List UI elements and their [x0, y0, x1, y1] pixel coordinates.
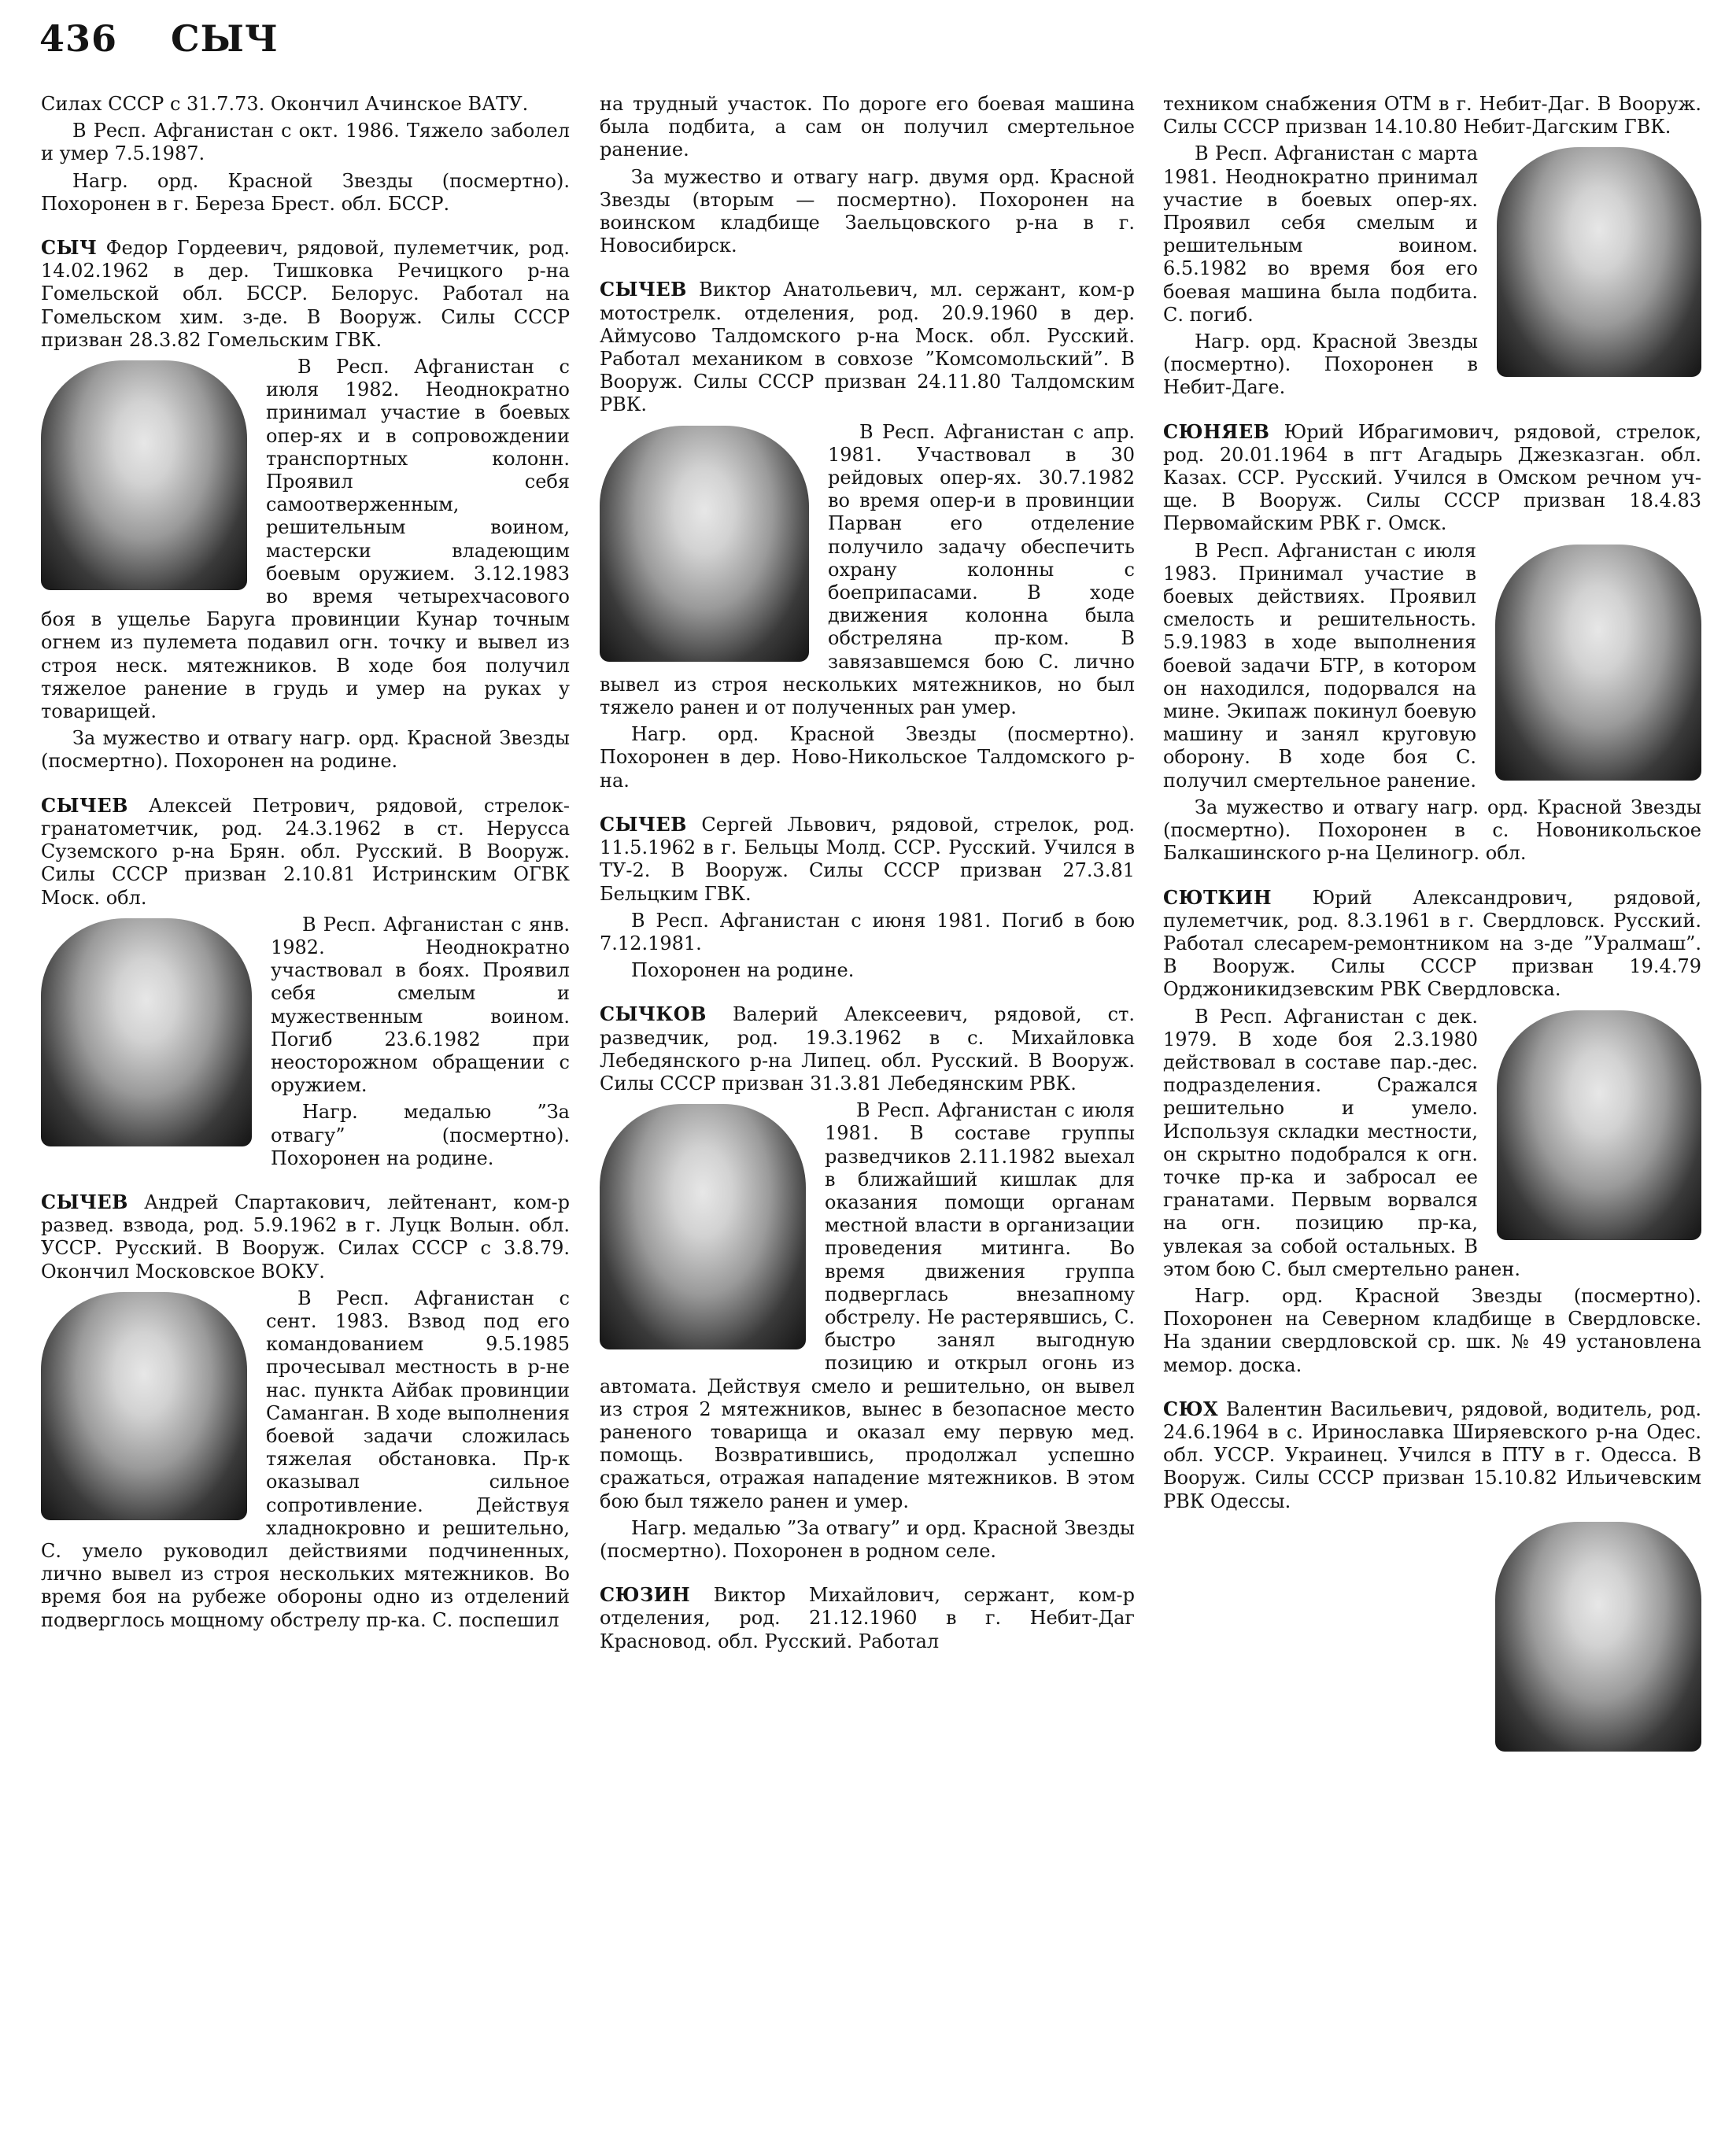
- continued-paragraph: на трудный участок. По дороге его боевая машина была подбита, а сам он получил смертельное ранение.: [600, 93, 1135, 161]
- entry-paragraph: За мужество и отвагу нагр. орд. Красной Звезды (посмертно). Похоронен на родине.: [41, 727, 570, 773]
- entry-surname: СЫЧЕВ: [41, 1190, 128, 1213]
- entry-lead-text: Валерий Алексеевич, рядовой, ст. разведчик, род. 19.3.1962 в с. Михайловка Лебедянского р-на Липец. обл. Русский. В Вооруж. Силы СССР призван 31.3.81 Лебедянским РВК.: [600, 1003, 1135, 1095]
- continued-paragraph: Нагр. орд. Красной Звезды (посмертно). Похоронен в Небит-Даге.: [1163, 330, 1478, 399]
- entry-paragraph: За мужество и отвагу нагр. орд. Красной Звезды (посмертно). Похоронен в с. Новоникольское Балкашинского р-на Целиногр. обл.: [1163, 796, 1701, 865]
- column-1: [41, 93, 570, 1636]
- continued-paragraph: За мужество и отвагу нагр. двумя орд. Красной Звезды (вторым — посмертно). Похоронен на воинском кладбище Заельцовского р-на в г. Новосибирск.: [600, 165, 1135, 257]
- column-2: [600, 93, 1135, 1657]
- entry-paragraph: Нагр. орд. Красной Звезды (посмертно). Похоронен на Северном кладбище в Свердловске. На здании свердловской ср. шк. № 49 установлена мемор. доска.: [1163, 1284, 1701, 1376]
- entry-paragraph: В Респ. Афганистан с июля 1982. Неоднократно принимал участие в боевых опер-ях и в сопровождении транспортных колонн. Проявил себя самоотверженным, решительным воином, мастерски владеющим боевым оружием. 3.12.1983 во время четырехчасового боя в ущелье Баруга провинции Кунар точным огнем из пулемета подавил огн. точку и вывел из строя неск. мятежников. В ходе боя получил тяжелое ранение в грудь и умер на руках у товарищей.: [41, 356, 570, 723]
- portrait-photo: [41, 918, 252, 1146]
- entry-paragraph: Нагр. орд. Красной Звезды (посмертно). Похоронен в дер. Ново-Никольское Талдомского р-на.: [600, 723, 1135, 792]
- portrait-photo: [1497, 1010, 1701, 1240]
- continued-paragraph: В Респ. Афганистан с марта 1981. Неоднократно принимал участие в боевых опер-ях. Проявил себя смелым и решительным воином. 6.5.1982 во время боя его боевая машина была подбита. С. погиб.: [1163, 142, 1478, 326]
- portrait-photo: [41, 360, 247, 590]
- continued-paragraph: Нагр. орд. Красной Звезды (посмертно). Похоронен в г. Береза Брест. обл. БССР.: [41, 169, 570, 215]
- continued-paragraph: Силах СССР с 31.7.73. Окончил Ачинское ВАТУ.: [41, 93, 529, 115]
- portrait-photo: [1495, 1522, 1701, 1752]
- entry-lead-text: Сергей Львович, рядовой, стрелок, род. 11.5.1962 в г. Бельцы Молд. ССР. Русский. Учился в ТУ-2. В Вооруж. Силы СССР призван 27.3.81 Бельцким ГВК.: [600, 813, 1135, 905]
- entry-surname: СЫЧ: [41, 236, 98, 260]
- entry-paragraph: Похоронен на родине.: [631, 959, 855, 982]
- page-number: 436: [39, 17, 118, 60]
- portrait-photo: [1497, 147, 1701, 377]
- entry-lead-text: Юрий Ибрагимович, рядовой, стрелок, род. 20.01.1964 в пгт Агадырь Джезказган. обл. Казах. ССР. Русский. Учился в Омском речном уч-ще. В Вооруж. Силы СССР призван 18.4.83 Первомайским РВК г. Омск.: [1163, 420, 1701, 535]
- entry-sychev-andrei: [41, 1191, 570, 1632]
- entry-lead-text: Виктор Михайлович, сержант, ком-р отделения, род. 21.12.1960 в г. Небит-Даг Красновод. обл. Русский. Работал: [600, 1584, 1135, 1652]
- entry-paragraph: В Респ. Афганистан с сент. 1983. Взвод под его командованием 9.5.1985 прочесывал местность в р-не нас. пункта Айбак провинции Саманган. В ходе выполнения боевой задачи сложилась тяжелая обстановка. Пр-к оказывал сильное сопротивление. Действуя хладнокровно и решительно, С. умело руководил действиями подчиненных, лично вывел из строя нескольких мятежников. Во время боя на рубеже обороны одно из отделений подверглось мощному обстрелу пр-ка. С. поспешил: [41, 1287, 570, 1631]
- entry-surname: СЫЧЕВ: [600, 278, 687, 301]
- entry-syukh-valentin: [1163, 1397, 1701, 1513]
- entry-lead-text: Алексей Петрович, рядовой, стрелок-гранатометчик, род. 24.3.1962 в ст. Нерусса Суземского р-на Брян. обл. Русский. В Вооруж. Силы СССР призван 2.10.81 Истринским ОГВК Моск. обл.: [41, 794, 570, 909]
- column-3: [1163, 93, 1701, 1755]
- entry-lead-text: Юрий Александрович, рядовой, пулеметчик, род. 8.3.1961 в г. Свердловск. Русский. Работал слесарем-ремонтником на з-де ”Уралмаш”. В Вооруж. Силы СССР призван 19.4.79 Орджоникидзевским РВК Свердловска.: [1163, 886, 1701, 1001]
- entry-surname: СЫЧЕВ: [600, 812, 687, 836]
- page-title: СЫЧ: [171, 17, 279, 60]
- entry-lead-text: Валентин Васильевич, рядовой, водитель, род. 24.6.1964 в с. Иринославка Ширяевского р-на Одес. обл. УССР. Украинец. Учился в ПТУ в г. Одесса. В Вооруж. Силы СССР призван 15.10.82 Ильичевским РВК Одессы.: [1163, 1397, 1701, 1512]
- entry-syuzin-viktor: [600, 1583, 1135, 1653]
- entry-lead-text: Виктор Анатольевич, мл. сержант, ком-р мотострелк. отделения, род. 20.9.1960 в дер. Аймусово Талдомского р-на Моск. обл. Русский. Работал механиком в совхозе ”Комсомольский”. В Вооруж. Силы СССР призван 24.11.80 Талдомским РВК.: [600, 279, 1135, 416]
- portrait-photo: [41, 1292, 247, 1520]
- entry-paragraph: В Респ. Афганистан с янв. 1982. Неоднократно участвовал в боях. Проявил себя смелым и мужественным воином. Погиб 23.6.1982 при неосторожном обращении с оружием.: [271, 913, 570, 1097]
- entry-syunyaev-yurii: [1163, 420, 1701, 866]
- page-header: [39, 17, 279, 60]
- entry-paragraph: В Респ. Афганистан с апр. 1981. Участвовал в 30 рейдовых опер-ях. 30.7.1982 во время опер-и в провинции Парван его отделение получило задачу обеспечить охрану колонны с боеприпасами. В ходе движения колонна была обстреляна пр-ком. В завязавшемся бою С. лично вывел из строя нескольких мятежников, но был тяжело ранен и от полученных ран умер.: [600, 420, 1135, 719]
- portrait-photo: [600, 1104, 806, 1349]
- entry-surname: СЮХ: [1163, 1397, 1219, 1420]
- entry-paragraph: В Респ. Афганистан с дек. 1979. В ходе боя 2.3.1980 действовал в составе пар.-дес. подразделения. Сражался решительно и умело. Используя складки местности, он скрытно подобрался к огн. точке пр-ка и забросал ее гранатами. Первым ворвался на огн. позицию пр-ка, увлекая за собой остальных. В этом бою С. был смертельно ранен.: [1163, 1005, 1520, 1280]
- entry-paragraph: В Респ. Афганистан с июля 1983. Принимал участие в боевых действиях. Проявил смелость и решительность. 5.9.1983 в ходе выполнения боевой задачи БТР, в котором он находился, подорвался на мине. Экипаж покинул боевую машину и занял круговую оборону. В ходе боя С. получил смертельное ранение.: [1163, 539, 1476, 792]
- entry-surname: СЮЗИН: [600, 1583, 691, 1607]
- entry-surname: СЫЧКОВ: [600, 1002, 707, 1026]
- entry-sychev-sergei: [600, 813, 1135, 982]
- entry-sych-fedor: [41, 236, 570, 773]
- entry-surname: СЫЧЕВ: [41, 793, 128, 817]
- entry-lead-text: Андрей Спартакович, лейтенант, ком-р развед. взвода, род. 5.9.1962 в г. Луцк Волын. обл. УССР. Русский. В Вооруж. Силах СССР с 3.8.79. Окончил Московское ВОКУ.: [41, 1191, 570, 1283]
- portrait-photo: [600, 426, 809, 662]
- entry-lead-text: Федор Гордеевич, рядовой, пулеметчик, род. 14.02.1962 в дер. Тишковка Речицкого р-на Гомельской обл. БССР. Белорус. Работал на Гомельском хим. з-де. В Вооруж. Силы СССР призван 28.3.82 Гомельским ГВК.: [41, 237, 570, 351]
- entry-paragraph: Нагр. медалью ”За отвагу” (посмертно). Похоронен на родине.: [271, 1101, 570, 1169]
- entry-sychev-aleksei: [41, 794, 570, 1170]
- entry-syutkin-yurii: [1163, 886, 1701, 1377]
- entry-sychkov-valerii: [600, 1002, 1135, 1563]
- entry-paragraph: В Респ. Афганистан с июля 1981. В составе группы разведчиков 2.11.1982 выехал в ближайший кишлак для оказания помощи органам местной власти в организации проведения митинга. Во время движения группа подверглась внезапному обстрелу. Не растерявшись, С. быстро занял выгодную позицию и открыл огонь из автомата. Действуя смело и решительно, он вывел из строя 2 мятежников, вынес в безопасное место раненого товарища и оказал ему первую мед. помощь. Возвратившись, продолжал успешно сражаться, отражая нападение мятежников. В этом бою был тяжело ранен и умер.: [600, 1099, 1135, 1512]
- entry-paragraph: Нагр. медалью ”За отвагу” и орд. Красной Звезды (посмертно). Похоронен в родном селе.: [600, 1516, 1135, 1562]
- continued-paragraph: В Респ. Афганистан с окт. 1986. Тяжело заболел и умер 7.5.1987.: [41, 120, 570, 165]
- continued-paragraph: техником снабжения ОТМ в г. Небит-Даг. В Вооруж. Силы СССР призван 14.10.80 Небит-Дагским ГВК.: [1163, 93, 1701, 138]
- entry-sychev-viktor: [600, 278, 1135, 792]
- entry-paragraph: В Респ. Афганистан с июня 1981. Погиб в бою 7.12.1981.: [600, 909, 1135, 954]
- entry-surname: СЮНЯЕВ: [1163, 419, 1270, 443]
- entry-surname: СЮТКИН: [1163, 885, 1272, 909]
- portrait-photo: [1495, 545, 1701, 781]
